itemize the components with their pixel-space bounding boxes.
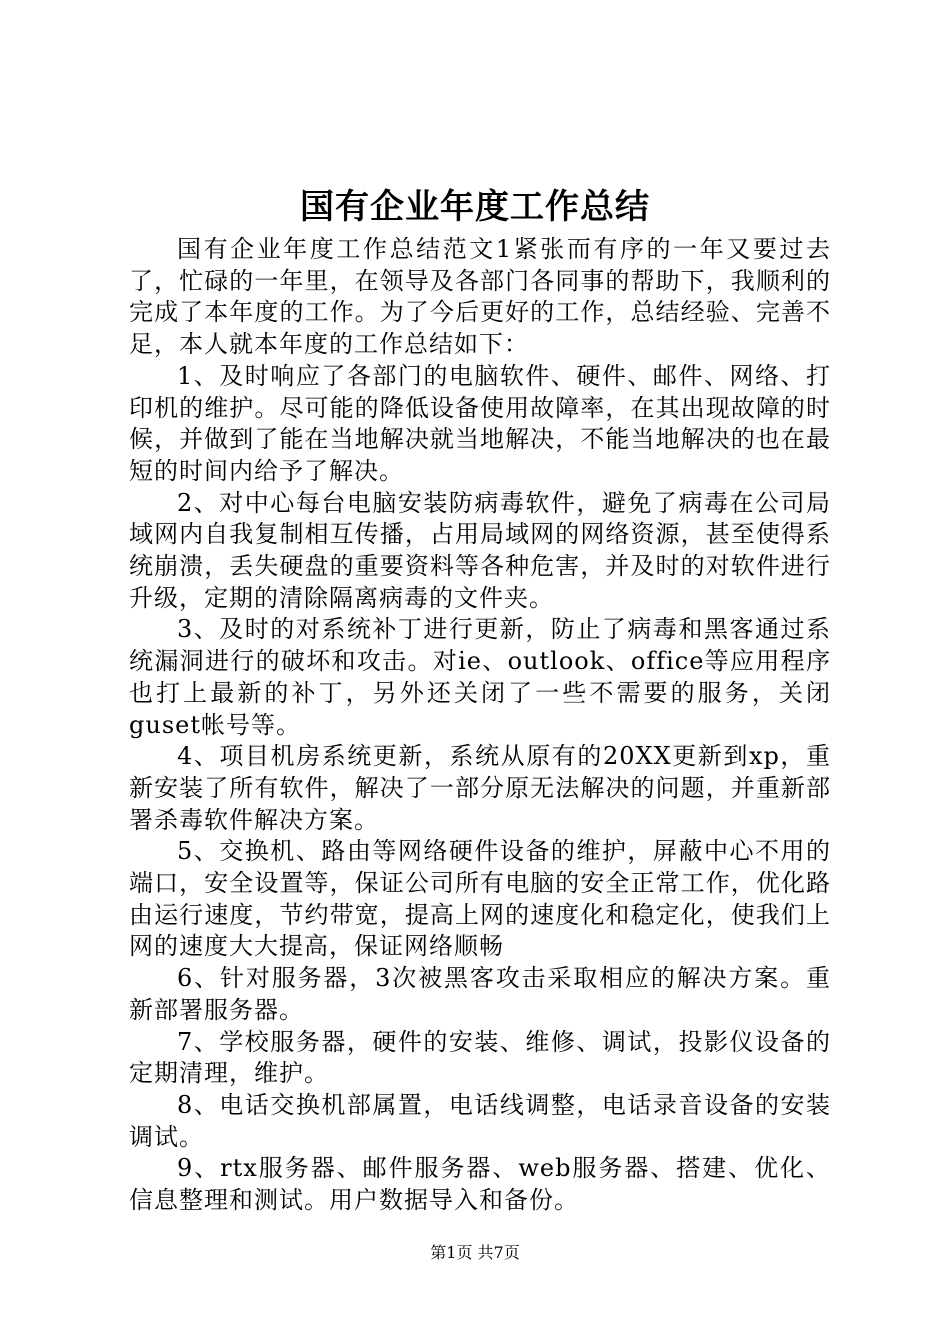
paragraph-intro: 国有企业年度工作总结范文1紧张而有序的一年又要过去了，忙碌的一年里，在领导及各部门各同事的帮助下，我顺利的完成了本年度的工作。为了今后更好的工作，总结经验、完善不足，本人就本年度的工作总结如下：: [129, 235, 831, 359]
paragraph-item-4: 4、项目机房系统更新，系统从原有的20XX更新到xp，重新安装了所有软件，解决了一部分原无法解决的问题，并重新部署杀毒软件解决方案。: [129, 742, 831, 834]
paragraph-item-1: 1、及时响应了各部门的电脑软件、硬件、邮件、网络、打印机的维护。尽可能的降低设备使用故障率，在其出现故障的时候，并做到了能在当地解决就当地解决，不能当地解决的也在最短的时间内给予了解决。: [129, 361, 831, 485]
document-body: [129, 234, 831, 1217]
paragraph-item-6: 6、针对服务器，3次被黑客攻击采取相应的解决方案。重新部署服务器。: [129, 964, 831, 1024]
paragraph-item-5: 5、交换机、路由等网络硬件设备的维护，屏蔽中心不用的端口，安全设置等，保证公司所有电脑的安全正常工作，优化路由运行速度，节约带宽，提高上网的速度化和稳定化，使我们上网的速度大大提高，保证网络顺畅: [129, 837, 831, 961]
page-number: 第1页 共7页: [430, 1243, 520, 1262]
paragraph-item-8: 8、电话交换机部属置，电话线调整，电话录音设备的安装调试。: [129, 1090, 831, 1151]
paragraph-item-2: 2、对中心每台电脑安装防病毒软件，避免了病毒在公司局域网内自我复制相互传播，占用局域网的网络资源，甚至使得系统崩溃，丢失硬盘的重要资料等各种危害，并及时的对软件进行升级，定期的清除隔离病毒的文件夹。: [129, 488, 831, 612]
document-title: 国有企业年度工作总结: [300, 187, 650, 227]
page-footer: [0, 1242, 950, 1264]
paragraph-item-9: 9、rtx服务器、邮件服务器、web服务器、搭建、优化、信息整理和测试。用户数据导入和备份。: [129, 1154, 831, 1215]
paragraph-item-3: 3、及时的对系统补丁进行更新，防止了病毒和黑客通过系统漏洞进行的破坏和攻击。对ie、outlook、office等应用程序也打上最新的补丁，另外还关闭了一些不需要的服务，关闭guset帐号等。: [129, 615, 831, 739]
paragraph-item-7: 7、学校服务器，硬件的安装、维修、调试，投影仪设备的定期清理，维护。: [129, 1027, 831, 1088]
